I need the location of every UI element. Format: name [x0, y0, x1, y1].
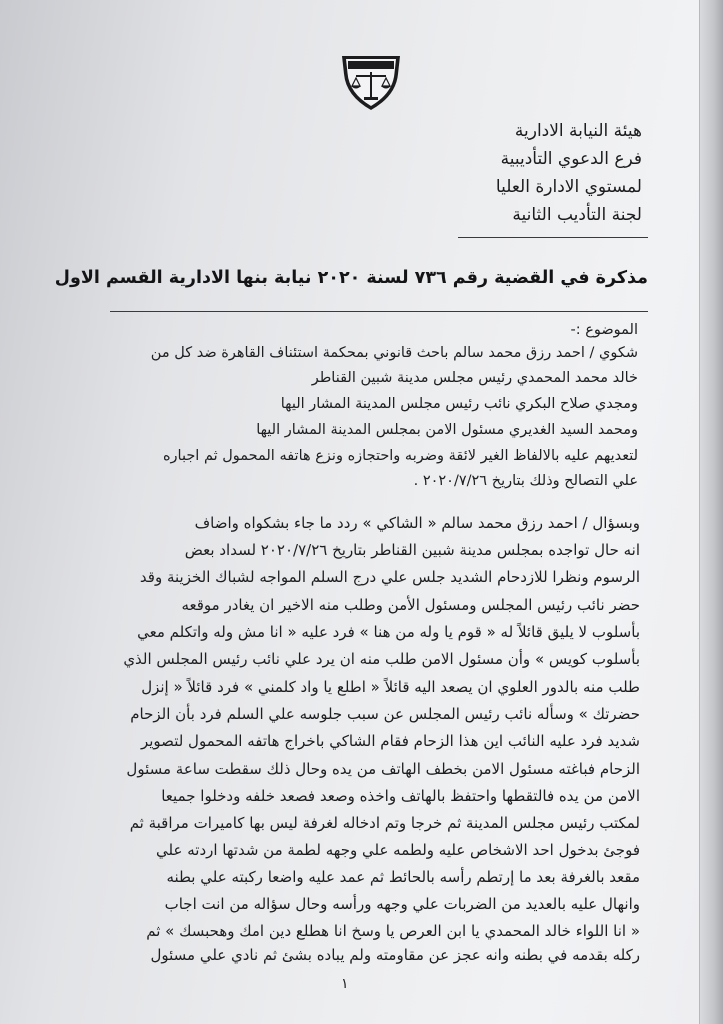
body-line: « انا اللواء خالد المحمدي يا ابن العرص يا وسخ انا هطلع دين امك وهحبسك » ثم: [146, 922, 640, 940]
body-line: طلب منه بالدور العلوي ان يصعد اليه قائلاً « اطلع يا واد كلمني » فرد قائلاً « إنزل: [141, 678, 640, 696]
subject-line-4: ومحمد السيد الغديري مسئول الامن بمجلس المدينة المشار اليها: [256, 422, 638, 438]
body-line: حضرتك » وسأله نائب رئيس المجلس عن سبب جلوسه علي السلم فرد بأن الزحام: [130, 705, 640, 723]
body-line: لمكتب رئيس مجلس المدينة ثم خرجا وتم ادخاله لغرفة ليس بها كاميرات مراقبة ثم: [129, 814, 640, 832]
body-line: فوجئ بدخول احد الاشخاص عليه ولطمه علي وجهه لطمة من شدتها اردته علي: [156, 841, 640, 859]
body-line: انه حال تواجده بمجلس مدينة شبين القناطر بتاريخ ٢٠٢٠/٧/٢٦ لسداد بعض: [184, 541, 640, 559]
body-line: الرسوم ونظرا للازدحام الشديد جلس علي درج السلم المواجه لشباك الخزينة وقد: [139, 568, 640, 586]
body-line: وانهال عليه بالعديد من الضربات علي وجهه ورأسه وحال سؤاله من انت اجاب: [164, 895, 640, 913]
subject-label: الموضوع :-: [570, 322, 638, 338]
body-line: ركله بقدمه في بطنه وانه عجز عن مقاومته ولم يباده بشئ ثم نادي علي مسئول: [150, 946, 640, 964]
subject-line-1: شكوي / احمد رزق محمد سالم باحث قانوني بمحكمة استئناف القاهرة ضد كل من: [150, 345, 638, 361]
subject-line-5: لتعديهم عليه بالالفاظ الغير لائقة وضربه واحتجازه ونزع هاتفه المحمول ثم اجباره: [162, 448, 638, 464]
header-line-3: لمستوي الادارة العليا: [495, 177, 642, 197]
title-underline: [110, 311, 648, 312]
body-line: الامن من يده فالتقطها واحتفظ بالهاتف واخذه وصعد فصعد خلفه ودخلوا جميعا: [161, 787, 640, 805]
memo-title: مذكرة في القضية رقم ٧٣٦ لسنة ٢٠٢٠ نيابة بنها الادارية القسم الاول: [54, 268, 648, 288]
header-line-2: فرع الدعوي التأديبية: [500, 149, 642, 169]
body-line: وبسؤال / احمد رزق محمد سالم « الشاكي » ردد ما جاء بشكواه واضاف: [194, 514, 640, 532]
body-line: مقعد بالغرفة بعد ما إرتطم رأسه بالحائط ثم عمد عليه واضعا ركبته علي بطنه: [166, 868, 640, 886]
body-line: الزحام فباغته مسئول الامن بخطف الهاتف من يده وحال ذلك سقطت ساعة مسئول: [126, 760, 640, 778]
page-edge: [699, 0, 723, 1024]
emblem-logo: [336, 52, 406, 114]
subject-line-6: علي التصالح وذلك بتاريخ ٢٠٢٠/٧/٢٦ .: [413, 473, 638, 489]
header-line-1: هيئة النيابة الادارية: [514, 121, 642, 141]
subject-line-2: خالد محمد المحمدي رئيس مجلس مدينة شبين القناطر: [311, 370, 638, 386]
body-line: حضر نائب رئيس المجلس ومسئول الأمن وطلب منه الاخير ان يغادر موقعه: [181, 596, 640, 614]
body-line: بأسلوب كويس » وأن مسئول الامن طلب منه ان يرد علي نائب رئيس المجلس الذي: [123, 650, 640, 668]
body-line: شديد فرد عليه النائب اين هذا الزحام فقام الشاكي باخراج هاتفه المحمول لتصوير: [140, 732, 640, 750]
subject-line-3: ومجدي صلاح البكري نائب رئيس مجلس المدينة المشار اليها: [280, 396, 638, 412]
header-line-4: لجنة التأديب الثانية: [512, 205, 642, 225]
page-number: ١: [341, 976, 349, 992]
header-underline: [458, 237, 648, 238]
body-line: بأسلوب لا يليق قائلاً له « قوم يا وله من هنا » فرد عليه « انا مش وله واتكلم معي: [137, 623, 640, 641]
